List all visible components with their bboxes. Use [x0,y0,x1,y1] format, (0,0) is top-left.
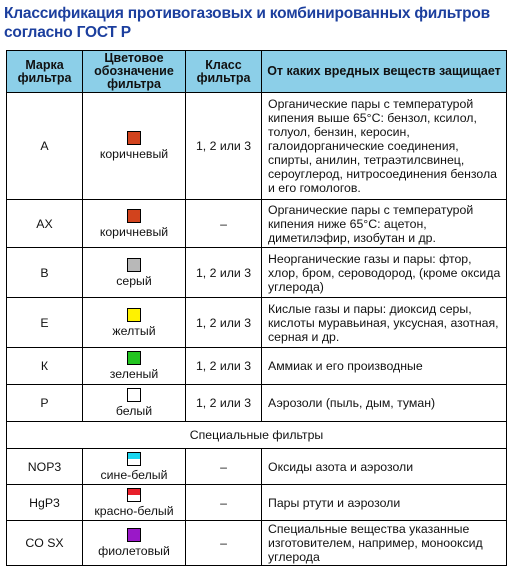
filter-mark: АХ [7,200,83,248]
filter-mark: HgP3 [7,485,83,521]
color-swatch [127,351,141,365]
table-row [7,248,507,298]
filter-description: Аэрозоли (пыль, дым, туман) [262,385,507,422]
filter-class: 1, 2 или 3 [186,385,262,422]
filter-color-cell [83,298,186,348]
filter-description: Аммиак и его производные [262,348,507,385]
filter-color-cell [83,248,186,298]
table-row [7,485,507,521]
table-row [7,449,507,485]
color-swatch [127,308,141,322]
color-swatch [127,488,141,502]
filter-description: Органические пары с температурой кипения ниже 65°С: ацетон, диметилэфир, изобутан и др. [262,200,507,248]
filter-mark: В [7,248,83,298]
filter-color-cell [83,93,186,200]
table-row [7,93,507,200]
filter-class: – [186,449,262,485]
table-row [7,521,507,566]
filter-color-cell [83,521,186,566]
filter-description: Специальные вещества указанные изготовителем, например, монооксид углерода [262,521,507,566]
filter-mark: А [7,93,83,200]
filters-table [6,50,507,566]
color-name: белый [115,404,153,418]
filter-description: Оксиды азота и аэрозоли [262,449,507,485]
filter-mark: CO SX [7,521,83,566]
color-name: серый [116,273,152,288]
color-swatch [127,388,141,402]
color-name: коричневый [99,224,169,239]
filter-color-cell [83,485,186,521]
filter-class: – [186,521,262,566]
color-swatch [127,209,141,223]
special-filters-heading: Специальные фильтры [7,422,507,449]
filter-description: Пары ртути и аэрозоли [262,485,507,521]
filter-description: Кислые газы и пары: диоксид серы, кислоты муравьиная, уксусная, азотная, серная и др. [262,298,507,348]
filter-description: Органические пары с температурой кипения выше 65°С: бензол, ксилол, толуол, бензин, керосин, галоидорганические соединения, спирты, анилин, тетраэтилсвинец, сероуглерод, нитросоединения бензола и его гомологов. [262,93,507,200]
filter-class: 1, 2 или 3 [186,93,262,200]
filter-class: – [186,200,262,248]
header-color: Цветовое обозначение фильтра [83,51,186,93]
header-protects: От каких вредных веществ защищает [262,51,507,93]
table-row [7,348,507,385]
filter-color-cell [83,449,186,485]
color-name: желтый [112,323,156,338]
color-swatch [127,131,141,145]
table-header-row [7,51,507,93]
filter-mark: К [7,348,83,385]
color-swatch [127,258,141,272]
filter-mark: Е [7,298,83,348]
special-filters-row [7,422,507,449]
color-swatch [127,452,141,466]
color-swatch [127,528,141,542]
color-name: сине-белый [100,467,168,482]
color-name: зеленый [109,367,159,381]
filter-class: 1, 2 или 3 [186,298,262,348]
header-class: Класс фильтра [186,51,262,93]
filter-color-cell [83,348,186,385]
table-row [7,298,507,348]
filter-mark: Р [7,385,83,422]
swatch-bottom [128,495,140,501]
color-name: коричневый [99,147,169,161]
filter-color-cell [83,200,186,248]
filter-mark: NOP3 [7,449,83,485]
table-row [7,200,507,248]
color-name: красно-белый [94,503,174,518]
color-name: фиолетовый [98,544,170,558]
filter-class: – [186,485,262,521]
filter-class: 1, 2 или 3 [186,348,262,385]
filter-description: Неорганические газы и пары: фтор, хлор, бром, сероводород, (кроме оксида углерода) [262,248,507,298]
swatch-bottom [128,459,140,465]
page-title: Классификация противогазовых и комбинированных фильтров согласно ГОСТ Р [4,5,490,41]
filter-class: 1, 2 или 3 [186,248,262,298]
table-row [7,385,507,422]
header-mark: Марка фильтра [7,51,83,93]
filter-color-cell [83,385,186,422]
